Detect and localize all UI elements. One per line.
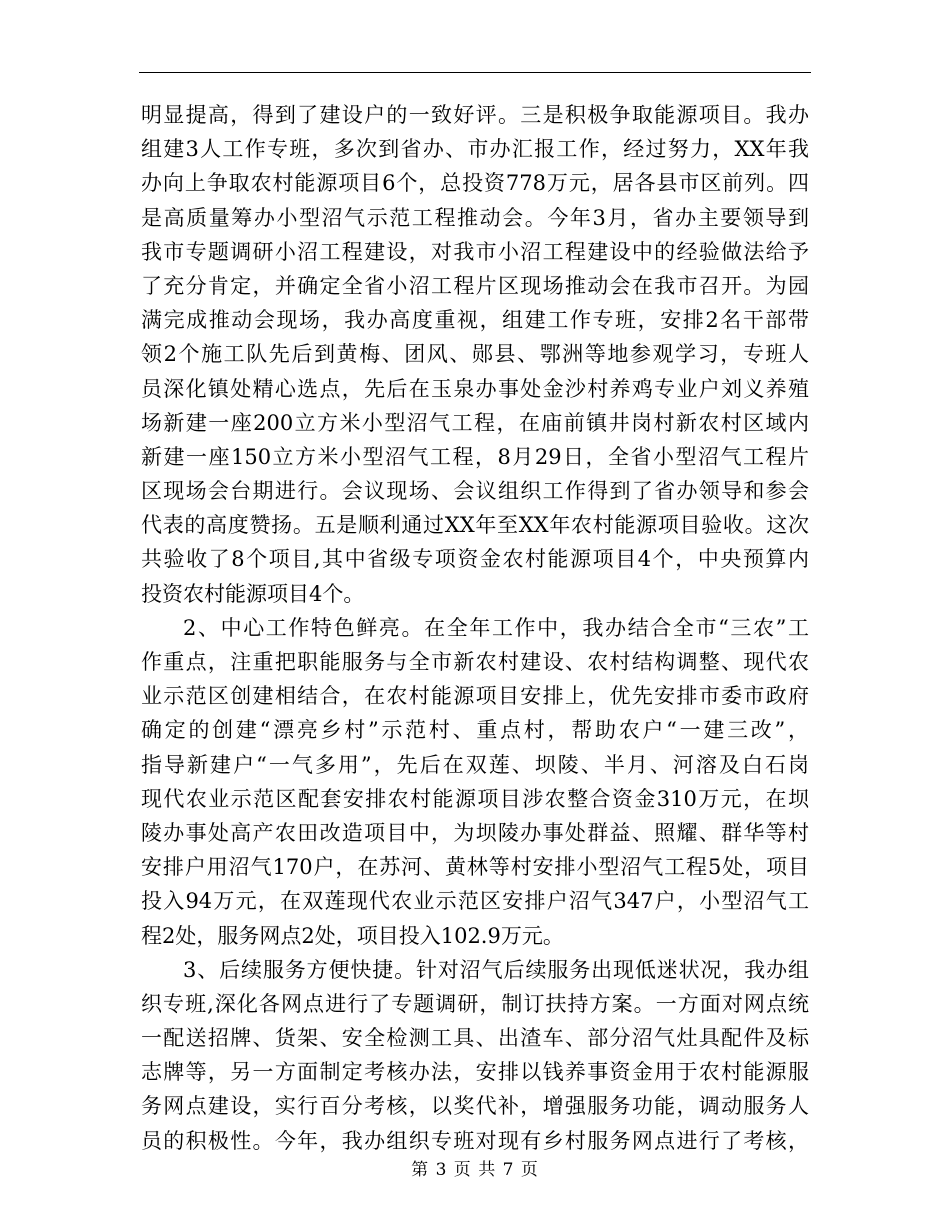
text-line: 2、中心工作特色鲜亮。在全年工作中，我办结合全市“三农”工: [183, 615, 809, 640]
text-line: 员深化镇处精心选点，先后在玉泉办事处金沙村养鸡专业户刘义养殖: [141, 376, 809, 401]
paragraph: [141, 98, 809, 611]
text-line: 共验收了8个项目,其中省级专项资金农村能源项目4个，中央预算内: [141, 547, 809, 572]
text-line: 确定的创建“漂亮乡村”示范村、重点村，帮助农户“一建三改”，: [141, 718, 809, 743]
paragraph: [141, 953, 809, 1158]
text-line: 3、后续服务方便快捷。针对沼气后续服务出现低迷状况，我办组: [183, 957, 809, 982]
text-line: 员的积极性。今年，我办组织专班对现有乡村服务网点进行了考核，: [141, 1128, 809, 1153]
text-line: 指导新建户“一气多用”，先后在双莲、坝陵、半月、河溶及白石岗: [141, 752, 809, 777]
text-line: 领2个施工队先后到黄梅、团风、郧县、鄂洲等地参观学习，专班人: [141, 342, 809, 367]
text-line: 程2处，服务网点2处，项目投入102.9万元。: [141, 923, 564, 948]
text-line: 我市专题调研小沼工程建设，对我市小沼工程建设中的经验做法给予: [141, 239, 809, 264]
text-line: 业示范区创建相结合，在农村能源项目安排上，优先安排市委市政府: [141, 684, 809, 709]
header-rule: [139, 72, 811, 73]
text-line: 明显提高，得到了建设户的一致好评。三是积极争取能源项目。我办: [141, 103, 809, 127]
text-line: 满完成推动会现场，我办高度重视，组建工作专班，安排2名干部带: [141, 308, 809, 333]
document-body: [141, 98, 809, 1158]
text-line: 投资农村能源项目4个。: [141, 581, 365, 606]
text-line: 志牌等，另一方面制定考核办法，安排以钱养事资金用于农村能源服: [141, 1060, 809, 1085]
text-line: 织专班,深化各网点进行了专题调研，制订扶持方案。一方面对网点统: [141, 991, 809, 1016]
text-line: 务网点建设，实行百分考核，以奖代补，增强服务功能，调动服务人: [141, 1094, 809, 1119]
text-line: 投入94万元，在双莲现代农业示范区安排户沼气347户，小型沼气工: [141, 889, 809, 914]
text-line: 安排户用沼气170户，在苏河、黄林等村安排小型沼气工程5处，项目: [141, 855, 809, 880]
text-line: 代表的高度赞扬。五是顺利通过XX年至XX年农村能源项目验收。这次: [141, 513, 809, 538]
page-footer: 第 3 页 共 7 页: [411, 1160, 539, 1180]
text-line: 是高质量筹办小型沼气示范工程推动会。今年3月，省办主要领导到: [141, 205, 809, 230]
text-line: 场新建一座200立方米小型沼气工程，在庙前镇井岗村新农村区域内: [141, 410, 809, 435]
text-line: 现代农业示范区配套安排农村能源项目涉农整合资金310万元，在坝: [141, 786, 809, 811]
text-line: 组建3人工作专班，多次到省办、市办汇报工作，经过努力，XX年我: [141, 137, 809, 162]
paragraph: [141, 611, 809, 953]
text-line: 区现场会台期进行。会议现场、会议组织工作得到了省办领导和参会: [141, 479, 809, 504]
text-line: 了充分肯定，并确定全省小沼工程片区现场推动会在我市召开。为园: [141, 273, 809, 298]
text-line: 新建一座150立方米小型沼气工程，8月29日，全省小型沼气工程片: [141, 444, 809, 469]
text-line: 作重点，注重把职能服务与全市新农村建设、农村结构调整、现代农: [141, 650, 809, 674]
text-line: 一配送招牌、货架、安全检测工具、出渣车、部分沼气灶具配件及标: [141, 1026, 809, 1051]
text-line: 办向上争取农村能源项目6个，总投资778万元，居各县市区前列。四: [141, 171, 809, 196]
text-line: 陵办事处高产农田改造项目中，为坝陵办事处群益、照耀、群华等村: [141, 820, 809, 845]
